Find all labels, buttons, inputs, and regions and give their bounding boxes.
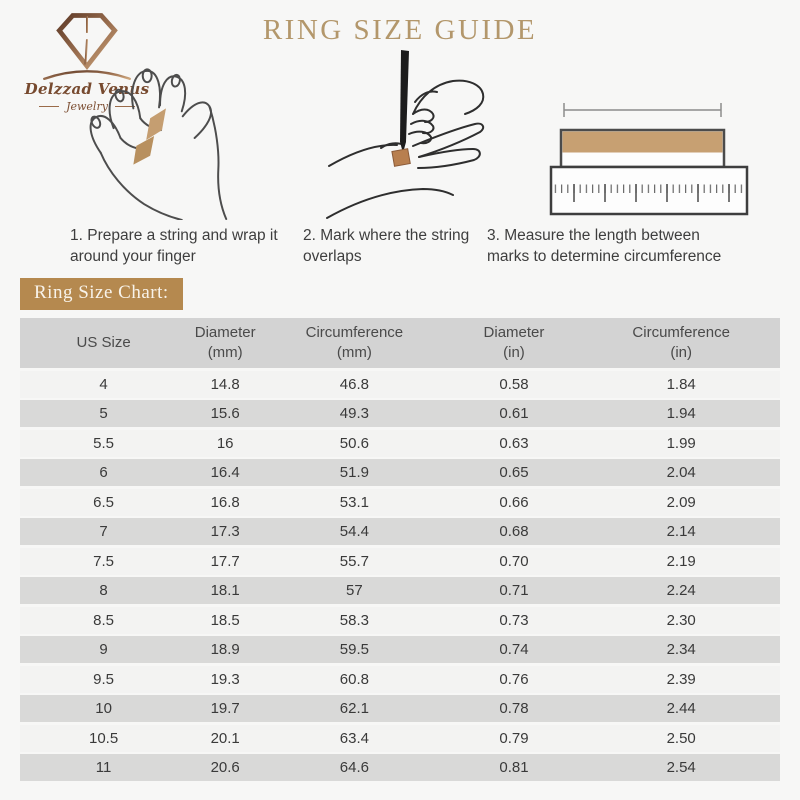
table-row bbox=[20, 725, 780, 752]
string-strip bbox=[561, 130, 724, 167]
table-cell: 0.61 bbox=[499, 405, 529, 422]
table-cell: 2.19 bbox=[666, 552, 696, 570]
table-cell: 2.14 bbox=[666, 523, 696, 540]
table-row bbox=[20, 518, 780, 545]
table-cell: 60.8 bbox=[339, 670, 369, 688]
table-cell: 9.5 bbox=[93, 670, 115, 688]
table-cell: 19.7 bbox=[210, 700, 240, 717]
table-row bbox=[20, 577, 780, 604]
table-cell: 18.1 bbox=[210, 582, 240, 599]
brand-name: Delzzad Venus bbox=[24, 80, 150, 98]
table-cell: 0.68 bbox=[499, 523, 529, 540]
table-cell: 58.3 bbox=[339, 611, 369, 629]
ring-size-table bbox=[20, 318, 780, 784]
table-cell: 55.7 bbox=[339, 552, 369, 570]
table-cell: 50.6 bbox=[339, 434, 369, 452]
table-cell: 7 bbox=[99, 523, 108, 540]
table-row bbox=[20, 489, 780, 516]
column-label: US Size bbox=[76, 333, 131, 351]
table-cell: 7.5 bbox=[93, 552, 115, 570]
size-table-body bbox=[20, 371, 780, 782]
table-cell: 2.04 bbox=[666, 464, 696, 481]
table-cell: 2.39 bbox=[666, 670, 696, 688]
table-cell: 0.78 bbox=[499, 700, 529, 717]
table-row bbox=[20, 400, 780, 427]
table-cell: 2.44 bbox=[666, 700, 696, 717]
table-cell: 14.8 bbox=[210, 375, 240, 393]
chart-heading: Ring Size Chart: bbox=[20, 278, 183, 310]
table-cell: 0.71 bbox=[499, 582, 529, 599]
table-cell: 2.30 bbox=[666, 611, 696, 629]
table-cell: 10 bbox=[95, 700, 112, 717]
table-cell: 62.1 bbox=[339, 700, 369, 717]
table-cell: 0.73 bbox=[499, 611, 529, 629]
table-cell: 20.1 bbox=[210, 729, 240, 747]
column-header-circumference-in bbox=[582, 323, 780, 364]
column-unit: (in) bbox=[670, 344, 692, 361]
table-cell: 11 bbox=[95, 759, 112, 776]
table-cell: 17.7 bbox=[210, 552, 240, 570]
table-cell: 2.24 bbox=[666, 582, 696, 599]
table-cell: 4 bbox=[99, 375, 108, 393]
ruler bbox=[551, 167, 747, 214]
table-row bbox=[20, 754, 780, 781]
table-cell: 54.4 bbox=[339, 523, 369, 540]
table-cell: 20.6 bbox=[210, 759, 240, 776]
table-cell: 0.76 bbox=[499, 670, 529, 688]
table-cell: 51.9 bbox=[339, 464, 369, 481]
column-label: Circumference bbox=[632, 323, 730, 341]
table-row bbox=[20, 430, 780, 457]
table-row bbox=[20, 548, 780, 575]
column-label: Diameter bbox=[483, 323, 545, 341]
brand-tagline-text: Jewelry bbox=[66, 100, 108, 113]
table-cell: 18.5 bbox=[210, 611, 240, 629]
table-cell: 0.74 bbox=[499, 641, 529, 658]
table-cell: 1.94 bbox=[666, 405, 696, 422]
table-row bbox=[20, 666, 780, 693]
table-cell: 16.4 bbox=[210, 464, 240, 481]
step-2-caption: 2. Mark where the string overlaps bbox=[303, 227, 470, 265]
table-cell: 9 bbox=[99, 641, 108, 658]
table-header-row bbox=[20, 318, 780, 368]
column-header-diameter-mm bbox=[187, 323, 263, 364]
column-header-circumference-mm bbox=[263, 323, 445, 364]
table-cell: 46.8 bbox=[339, 375, 369, 393]
hand-marking-pencil-illustration bbox=[325, 50, 490, 220]
table-cell: 59.5 bbox=[339, 641, 369, 658]
table-cell: 0.58 bbox=[499, 375, 529, 393]
table-row bbox=[20, 695, 780, 722]
table-cell: 15.6 bbox=[210, 405, 240, 422]
measure-span-line bbox=[564, 103, 721, 117]
ruler-measurement-illustration bbox=[540, 90, 765, 222]
step-3-caption: 3. Measure the length between marks to determine circumference bbox=[487, 227, 722, 265]
table-cell: 1.84 bbox=[666, 375, 696, 393]
pencil bbox=[400, 50, 409, 153]
table-cell: 6.5 bbox=[93, 493, 115, 511]
table-cell: 19.3 bbox=[210, 670, 240, 688]
step-1-caption: 1. Prepare a string and wrap it around your finger bbox=[70, 227, 278, 265]
table-cell: 16.8 bbox=[210, 493, 240, 511]
column-label: Circumference bbox=[305, 323, 404, 341]
table-cell: 8.5 bbox=[93, 611, 115, 629]
table-cell: 16 bbox=[216, 434, 234, 452]
table-cell: 0.66 bbox=[499, 493, 529, 511]
table-cell: 0.65 bbox=[499, 464, 529, 481]
page-title: RING SIZE GUIDE bbox=[262, 14, 538, 46]
table-cell: 10.5 bbox=[88, 729, 119, 747]
hand-with-string-illustration bbox=[70, 57, 255, 220]
table-cell: 0.63 bbox=[499, 434, 529, 452]
table-row bbox=[20, 636, 780, 663]
table-row bbox=[20, 459, 780, 486]
column-unit: (mm) bbox=[336, 344, 372, 361]
column-unit: (in) bbox=[503, 344, 525, 361]
table-row bbox=[20, 371, 780, 398]
table-cell: 49.3 bbox=[339, 405, 369, 422]
table-cell: 5.5 bbox=[93, 434, 115, 452]
table-cell: 57 bbox=[346, 582, 363, 599]
table-cell: 8 bbox=[99, 582, 108, 599]
string-mark bbox=[392, 149, 410, 167]
table-cell: 2.54 bbox=[666, 759, 696, 776]
table-cell: 63.4 bbox=[339, 729, 369, 747]
column-header-diameter-in bbox=[446, 323, 583, 364]
table-cell: 2.09 bbox=[666, 493, 696, 511]
table-cell: 2.34 bbox=[666, 641, 696, 658]
table-cell: 5 bbox=[99, 405, 108, 422]
table-cell: 64.6 bbox=[339, 759, 369, 776]
column-header-us-size bbox=[20, 333, 187, 353]
table-cell: 0.70 bbox=[499, 552, 529, 570]
table-row bbox=[20, 607, 780, 634]
table-cell: 1.99 bbox=[666, 434, 696, 452]
column-unit: (mm) bbox=[207, 344, 243, 361]
tagline-dash-left bbox=[39, 106, 59, 107]
table-cell: 17.3 bbox=[210, 523, 240, 540]
string-band bbox=[133, 108, 166, 164]
table-cell: 0.79 bbox=[499, 729, 529, 747]
column-label: Diameter bbox=[194, 323, 256, 341]
table-cell: 2.50 bbox=[666, 729, 696, 747]
table-cell: 53.1 bbox=[339, 493, 369, 511]
table-cell: 18.9 bbox=[210, 641, 240, 658]
table-cell: 6 bbox=[99, 464, 108, 481]
table-cell: 0.81 bbox=[499, 759, 529, 776]
